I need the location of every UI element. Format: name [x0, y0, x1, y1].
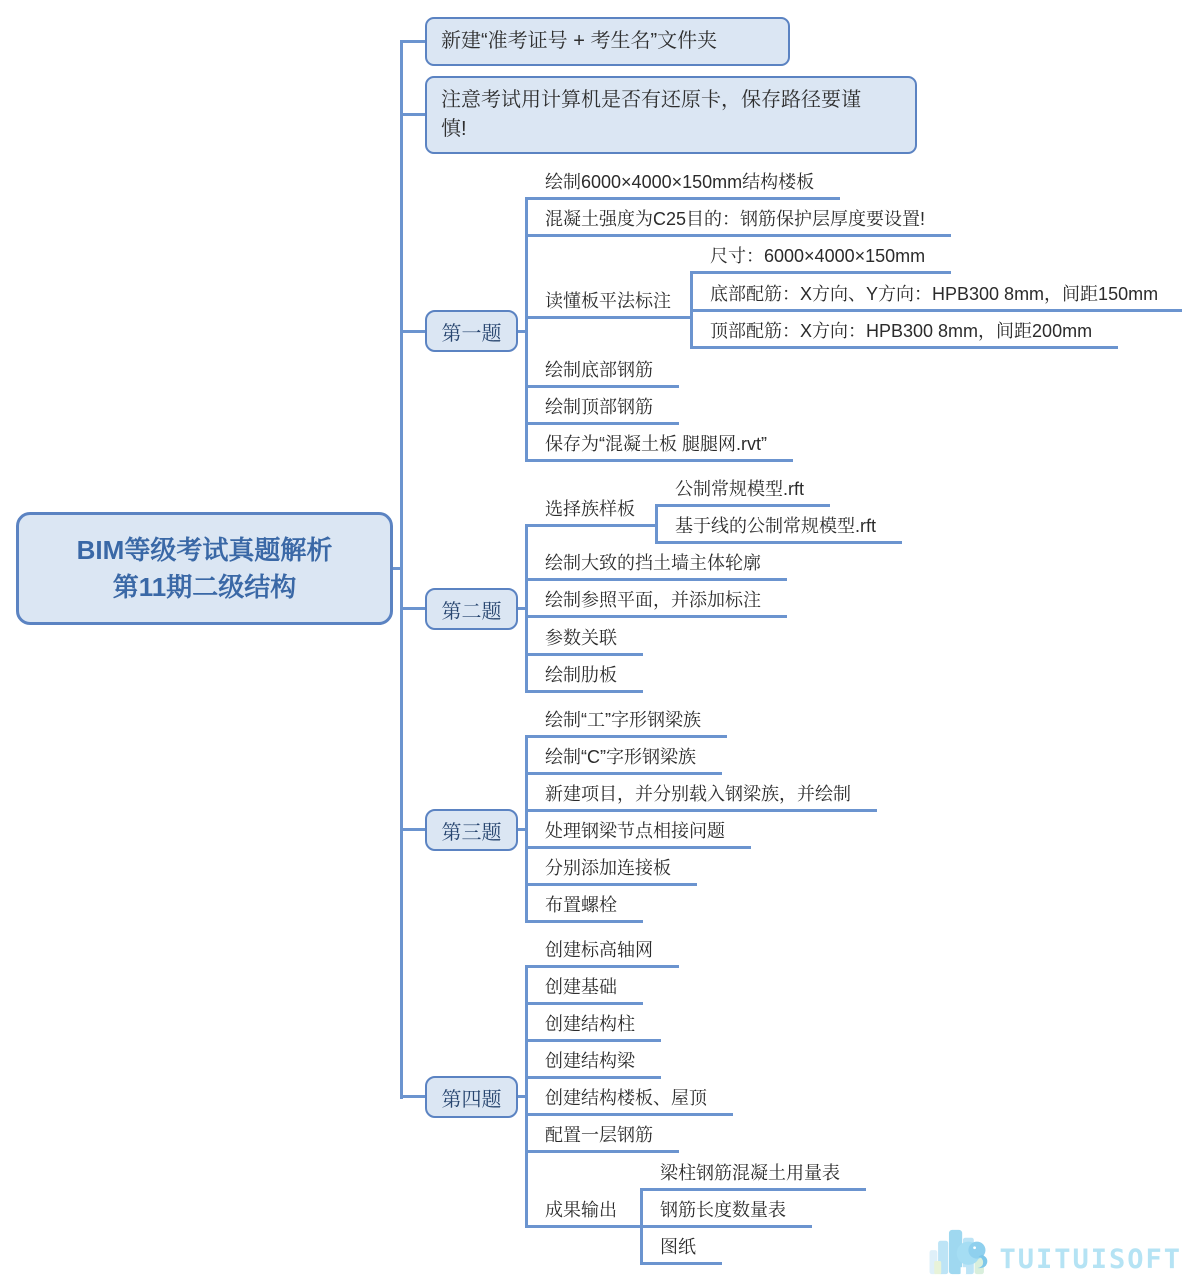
- connector-stub-note1: [400, 40, 427, 43]
- topic-node-1[interactable]: 第一题: [425, 310, 518, 352]
- leaf-node[interactable]: 绘制肋板: [525, 663, 643, 693]
- leaf-node[interactable]: 钢筋长度数量表: [640, 1198, 812, 1228]
- topic-node-4[interactable]: 第四题: [425, 1076, 518, 1118]
- root-title-line1: BIM等级考试真题解析: [76, 534, 333, 565]
- leaf-node[interactable]: 创建标高轴网: [525, 938, 679, 968]
- leaf-node[interactable]: 顶部配筋：X方向：HPB300 8mm，间距200mm: [690, 319, 1118, 349]
- leaf-node[interactable]: 绘制“工”字形钢梁族: [525, 708, 727, 738]
- elephant-icon: [928, 1220, 999, 1281]
- note-node-folder[interactable]: 新建“准考证号 + 考生名”文件夹: [425, 17, 790, 66]
- leaf-node[interactable]: 基于线的公制常规模型.rft: [655, 514, 902, 544]
- leaf-node[interactable]: 参数关联: [525, 626, 643, 656]
- leaf-node[interactable]: 保存为“混凝土板 腿腿网.rvt”: [525, 432, 793, 462]
- leaf-node[interactable]: 分别添加连接板: [525, 856, 697, 886]
- note-node-restore-card[interactable]: 注意考试用计算机是否有还原卡，保存路径要谨慎!: [425, 76, 917, 154]
- leaf-node[interactable]: 绘制顶部钢筋: [525, 395, 679, 425]
- watermark-text: TUITUISOFT: [999, 1244, 1182, 1275]
- leaf-node[interactable]: 创建结构梁: [525, 1049, 661, 1079]
- root-title-line2: 第11期二级结构: [112, 571, 297, 602]
- leaf-node[interactable]: 选择族样板: [525, 497, 655, 527]
- leaf-node[interactable]: 配置一层钢筋: [525, 1123, 679, 1153]
- leaf-node[interactable]: 混凝土强度为C25目的：钢筋保护层厚度要设置!: [525, 207, 951, 237]
- root-node[interactable]: [16, 512, 393, 625]
- connector-stub-note2: [400, 113, 427, 116]
- leaf-node[interactable]: 创建结构楼板、屋顶: [525, 1086, 733, 1116]
- leaf-node[interactable]: 绘制6000×4000×150mm结构楼板: [525, 170, 840, 200]
- leaf-node[interactable]: 处理钢梁节点相接问题: [525, 819, 751, 849]
- leaf-node[interactable]: 梁柱钢筋混凝土用量表: [640, 1161, 866, 1191]
- leaf-node[interactable]: 成果输出: [525, 1198, 640, 1228]
- leaf-node[interactable]: 创建基础: [525, 975, 643, 1005]
- leaf-node[interactable]: 读懂板平法标注: [525, 289, 690, 319]
- leaf-node[interactable]: 绘制底部钢筋: [525, 358, 679, 388]
- topic-node-2[interactable]: 第二题: [425, 588, 518, 630]
- connector-stub-topic4: [400, 1095, 427, 1098]
- leaf-node[interactable]: 新建项目，并分别载入钢梁族，并绘制: [525, 782, 877, 812]
- leaf-node[interactable]: 绘制“C”字形钢梁族: [525, 745, 722, 775]
- connector-stub-topic2: [400, 607, 427, 610]
- leaf-node[interactable]: 创建结构柱: [525, 1012, 661, 1042]
- leaf-node[interactable]: 公制常规模型.rft: [655, 477, 830, 507]
- leaf-node[interactable]: 尺寸：6000×4000×150mm: [690, 244, 951, 274]
- watermark-logo: [928, 1220, 1182, 1281]
- leaf-node[interactable]: 底部配筋：X方向、Y方向：HPB300 8mm，间距150mm: [690, 282, 1182, 312]
- topic-node-3[interactable]: 第三题: [425, 809, 518, 851]
- leaf-node[interactable]: 图纸: [640, 1235, 722, 1265]
- connector-stub-topic1: [400, 330, 427, 333]
- leaf-node[interactable]: 布置螺栓: [525, 893, 643, 923]
- leaf-node[interactable]: 绘制参照平面，并添加标注: [525, 588, 787, 618]
- leaf-node[interactable]: 绘制大致的挡土墙主体轮廓: [525, 551, 787, 581]
- connector-stub-topic3: [400, 828, 427, 831]
